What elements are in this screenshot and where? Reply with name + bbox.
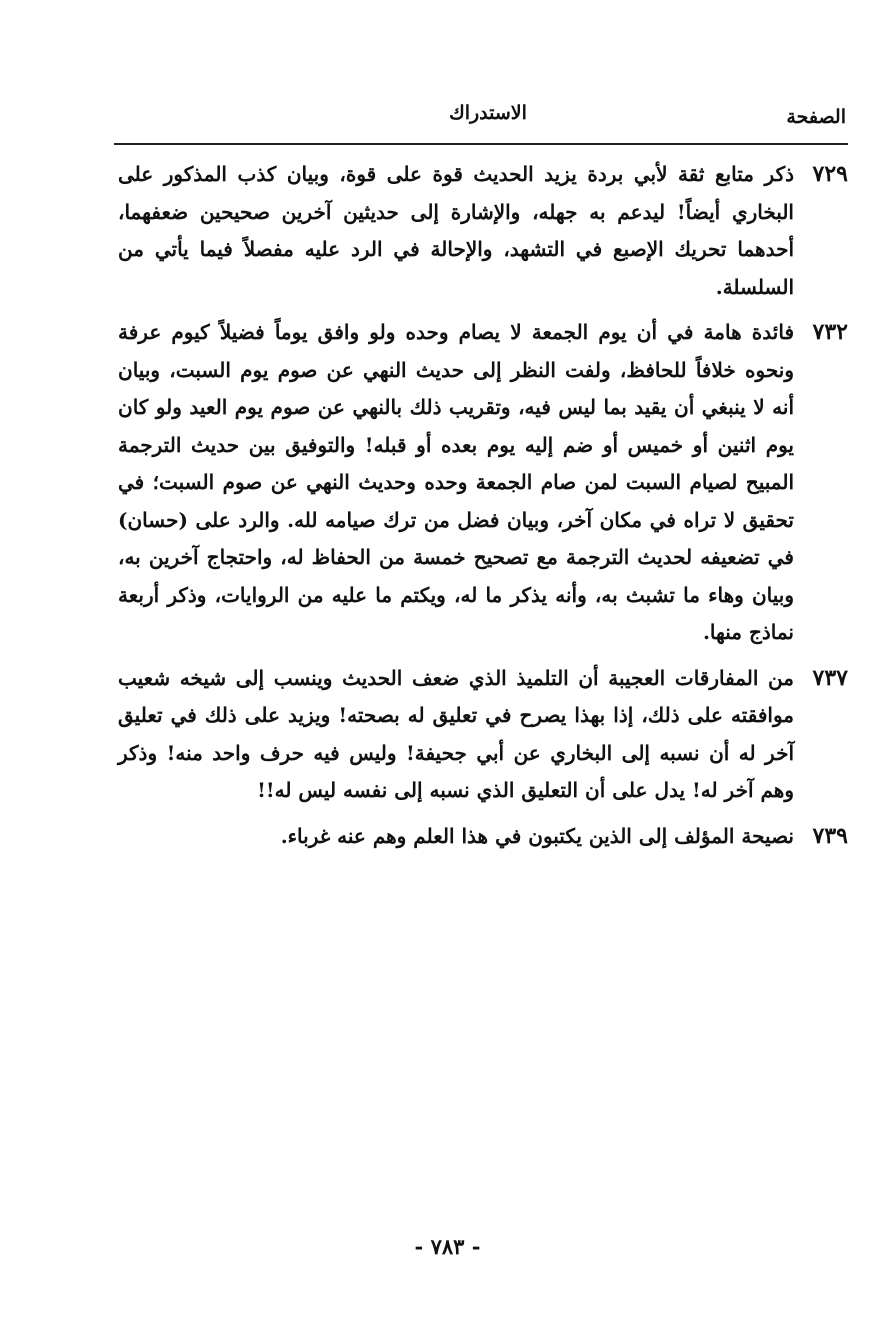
page-number-footer: - ٧٨٣ -	[414, 1234, 481, 1259]
entry-text: نصيحة المؤلف إلى الذين يكتبون في هذا العلم وهم عنه غرباء.	[280, 823, 794, 848]
entry-text: ذكر متابع ثقة لأبي بردة يزيد الحديث قوة على قوة، وبيان كذب المذكور على البخاري أيضاً! ليدعم به جهله، والإشارة إلى حديثين آخرين صحيحين ضعفهما، أحدهما تحريك الإصبع في التشهد، والإحالة في الرد عليه مفصلاً فيما يأتي من السلسلة.	[118, 162, 794, 299]
index-entry	[118, 156, 848, 306]
entry-text: فائدة هامة في أن يوم الجمعة لا يصام وحده ولو وافق يوماً فضيلاً كيوم عرفة ونحوه خلافاً للحافظ، ولفت النظر إلى حديث النهي عن صوم يوم السبت، وبيان أنه لا ينبغي أن يقيد بما ليس فيه، وتقريب ذلك بالنهي عن صوم يوم العيد ولو كان يوم اثنين أو خميس أو ضم إليه يوم بعده أو قبله! والتوفيق بين حديث الترجمة المبيح لصيام السبت لمن صام الجمعة وحده وحديث النهي عن صوم السبت؛ في تحقيق لا تراه في مكان آخر، وبيان فضل من ترك صيامه لله. والرد على (حسان) في تضعيفه لحديث الترجمة مع تصحيح خمسة من الحفاظ له، واحتجاج آخرين به، وبيان وهاء ما تشبث به، وأنه يذكر ما له، ويكتم ما عليه من الروايات، وذكر أربعة نماذج منها.	[118, 320, 795, 644]
index-entry	[118, 660, 848, 810]
entry-page-number: ٧٣٧	[812, 664, 848, 691]
page-column-label: الصفحة	[786, 106, 846, 128]
entry-page-number: ٧٣٢	[812, 319, 848, 345]
header-divider	[114, 143, 848, 145]
running-header	[118, 100, 846, 140]
index-entries	[118, 156, 848, 863]
entry-page-number: ٧٣٩	[812, 822, 848, 849]
entry-text: من المفارقات العجيبة أن التلميذ الذي ضعف الحديث وينسب إلى شيخه شعيب موافقته على ذلك، إذا بهذا يصرح في تعليق له بصحته! ويزيد على ذلك في تعليق آخر له أن نسبه إلى البخاري عن أبي جحيفة! وليس فيه حرف واحد منه! وذكر وهم آخر له! يدل على أن التعليق الذي نسبه إلى نفسه ليس له!!	[118, 665, 794, 802]
header-title: الاستدراك	[449, 102, 527, 124]
index-entry	[118, 818, 848, 856]
index-entry	[118, 314, 848, 652]
entry-page-number: ٧٢٩	[812, 161, 848, 187]
